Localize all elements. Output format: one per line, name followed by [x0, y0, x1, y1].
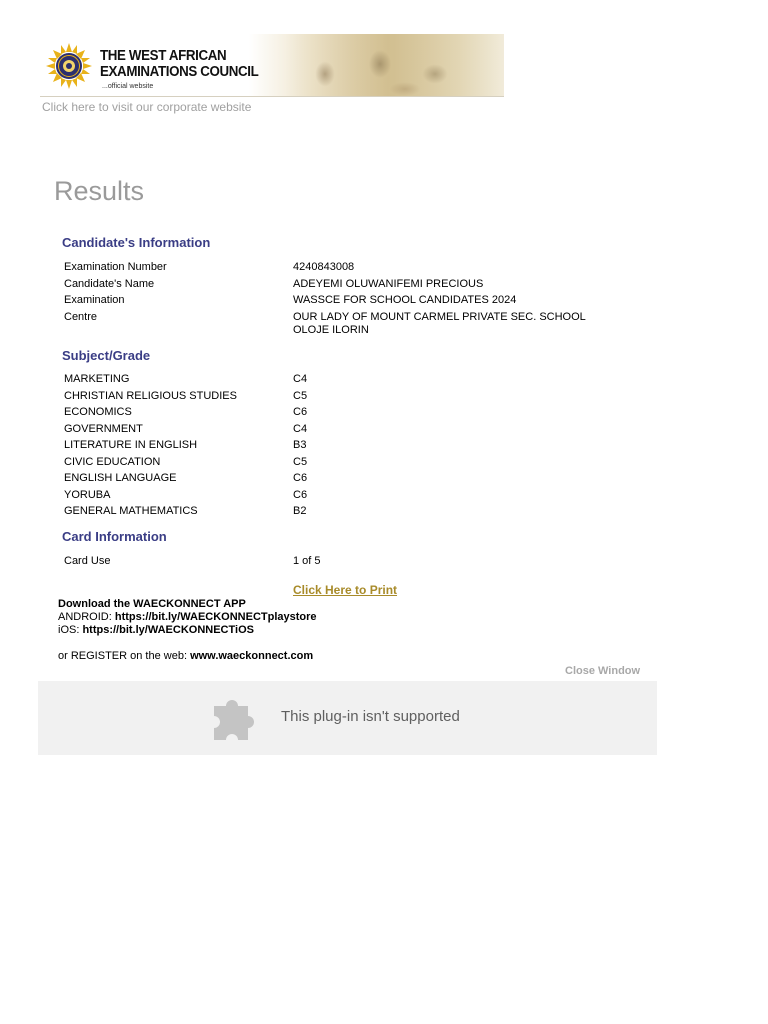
candidate-info-table	[64, 259, 613, 337]
android-url: https://bit.ly/WAECKONNECTplaystore	[114, 611, 317, 623]
table-row	[64, 292, 613, 309]
row-label: Examination Number	[64, 261, 167, 273]
table-row	[64, 311, 613, 337]
download-title: Download the WAECKONNECT APP	[58, 598, 246, 610]
row-label: Candidate's Name	[64, 277, 155, 290]
table-row	[64, 371, 613, 388]
android-label: ANDROID:	[58, 611, 115, 623]
subject-name: CHRISTIAN RELIGIOUS STUDIES	[64, 389, 237, 402]
table-row	[64, 437, 613, 454]
subject-grade: C6	[293, 488, 308, 501]
row-label: Centre	[64, 310, 98, 323]
table-row	[64, 276, 613, 293]
subject-grade: C5	[293, 389, 308, 402]
subject-name: ENGLISH LANGUAGE	[64, 472, 177, 484]
puzzle-piece-icon	[210, 692, 262, 744]
row-value: ADEYEMI OLUWANIFEMI PRECIOUS	[293, 277, 484, 290]
table-row	[64, 503, 613, 520]
subject-grade-table	[64, 371, 613, 520]
ios-label: iOS:	[58, 624, 83, 636]
row-value: 1 of 5	[293, 555, 321, 567]
table-row	[64, 470, 613, 487]
subject-name: YORUBA	[64, 488, 111, 501]
row-value: OUR LADY OF MOUNT CARMEL PRIVATE SEC. SCHOOL OLOJE ILORIN	[293, 310, 586, 336]
row-label: Card Use	[64, 555, 111, 567]
plugin-placeholder	[38, 681, 657, 755]
subject-grade: B2	[293, 505, 307, 517]
table-row	[64, 487, 613, 504]
banner-photo	[285, 34, 504, 96]
subject-grade-heading: Subject/Grade	[62, 348, 151, 363]
subject-name: LITERATURE IN ENGLISH	[64, 439, 198, 451]
subject-grade: C5	[293, 455, 308, 468]
subject-name: MARKETING	[64, 373, 130, 385]
table-row	[64, 421, 613, 438]
subject-grade: C6	[293, 472, 308, 484]
waeckonnect-promo	[58, 598, 317, 663]
subject-grade: B3	[293, 439, 307, 451]
card-info-heading: Card Information	[62, 529, 167, 544]
waec-seal-icon	[46, 43, 92, 89]
ios-url: https://bit.ly/WAECKONNECTiOS	[82, 624, 254, 636]
subject-name: CIVIC EDUCATION	[64, 455, 161, 468]
subject-grade: C6	[293, 406, 308, 418]
org-name-line1: THE WEST AFRICAN	[100, 48, 227, 64]
page-title: Results	[54, 176, 145, 206]
register-label: or REGISTER on the web:	[58, 650, 191, 662]
subject-name: ECONOMICS	[64, 406, 132, 418]
subject-name: GENERAL MATHEMATICS	[64, 505, 198, 517]
table-row	[64, 404, 613, 421]
org-name	[100, 48, 258, 80]
print-link[interactable]: Click Here to Print	[293, 583, 398, 597]
row-label: Examination	[64, 294, 125, 306]
org-name-line2: EXAMINATIONS COUNCIL	[100, 64, 259, 80]
candidate-info-heading: Candidate's Information	[62, 235, 211, 250]
table-row	[64, 553, 613, 570]
table-row	[64, 454, 613, 471]
corporate-website-link[interactable]: Click here to visit our corporate website	[42, 100, 252, 114]
waec-banner[interactable]	[40, 34, 504, 97]
row-value: WASSCE FOR SCHOOL CANDIDATES 2024	[293, 294, 517, 306]
card-info-table	[64, 553, 613, 570]
row-value: 4240843008	[293, 261, 355, 273]
register-url: www.waeckonnect.com	[190, 650, 314, 662]
table-row	[64, 388, 613, 405]
table-row	[64, 259, 613, 276]
subject-grade: C4	[293, 422, 308, 435]
subject-name: GOVERNMENT	[64, 422, 143, 435]
subject-grade: C4	[293, 373, 308, 385]
close-window-link[interactable]: Close Window	[565, 665, 641, 677]
plugin-message: This plug-in isn't supported	[281, 708, 460, 725]
org-subtitle: ...official website	[102, 83, 154, 90]
